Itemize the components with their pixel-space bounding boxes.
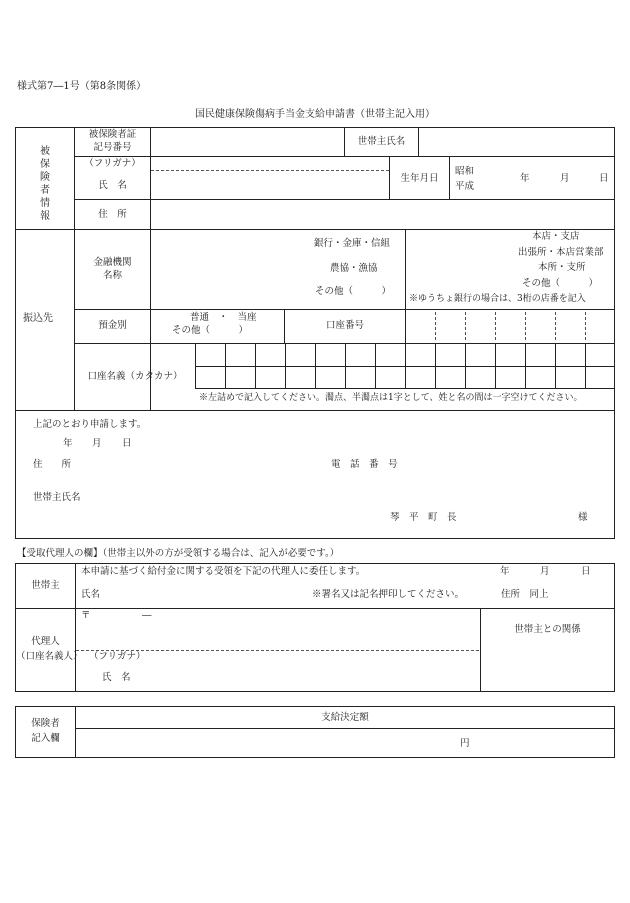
householder-name-label: 世帯主氏名 — [357, 136, 406, 147]
application-day-label: 日 — [122, 438, 132, 449]
birth-month-label: 月 — [560, 173, 570, 184]
form-number: 様式第7―1号（第8条関係） — [17, 81, 147, 92]
insured-address-label: 住 所 — [98, 209, 127, 220]
insured-id-label-2: 記号番号 — [93, 142, 132, 153]
insured-name-label: 氏 名 — [98, 180, 127, 191]
application-address-label: 住 所 — [33, 459, 72, 470]
proxy-label-2: （口座名義人） — [16, 651, 83, 662]
yen-unit: 円 — [460, 738, 470, 749]
seal-note: ※署名又は記名押印してください。 — [312, 589, 465, 600]
insured-address-field[interactable] — [152, 201, 612, 228]
application-statement: 上記のとおり申請します。 — [33, 419, 147, 430]
insured-id-field[interactable] — [152, 129, 342, 155]
delegation-year-label: 年 — [500, 566, 510, 577]
amount-field[interactable] — [80, 731, 455, 755]
delegation-day-label: 日 — [581, 566, 591, 577]
insured-id-label-1: 被保険者証 — [88, 129, 137, 140]
address-same-label: 住所 同上 — [501, 589, 549, 600]
postal-dash: ― — [142, 610, 152, 621]
delegator-name-field[interactable] — [105, 584, 305, 604]
account-number-label: 口座番号 — [325, 320, 364, 331]
era-heisei-option[interactable]: 平成 — [455, 181, 475, 192]
application-address-field[interactable] — [90, 455, 320, 471]
proxy-name-field[interactable] — [145, 665, 475, 689]
application-householder-label: 世帯主氏名 — [33, 492, 81, 503]
institution-label-2: 名称 — [102, 270, 122, 281]
account-holder-label: 口座名義（カタカナ） — [87, 371, 183, 382]
branch-type-4[interactable]: その他（ ） — [522, 278, 599, 289]
branch-type-2[interactable]: 出張所・本店営業部 — [518, 247, 604, 258]
addressee-honorific: 様 — [578, 512, 588, 523]
proxy-furigana-label: （フリガナ） — [89, 651, 146, 662]
era-showa-option[interactable]: 昭和 — [455, 166, 475, 177]
fill-instruction-note: ※左詰めで記入してください。濁点、半濁点は1字として、姓と名の間は一字空けてください。 — [199, 393, 583, 403]
account-holder-kana-grid[interactable] — [197, 345, 613, 387]
addressee-name: 琴 平 町 長 — [390, 512, 457, 523]
proxy-address-field[interactable] — [78, 610, 478, 648]
insurer-label-2: 記入欄 — [31, 733, 60, 744]
application-phone-field[interactable] — [410, 455, 600, 471]
bank-types-1[interactable]: 銀行・金庫・信組 — [314, 238, 391, 249]
application-phone-label: 電 話 番 号 — [331, 459, 398, 470]
deposit-types-2[interactable]: その他（ ） — [172, 325, 249, 336]
insured-name-field[interactable] — [152, 172, 388, 198]
application-month-label: 月 — [92, 438, 102, 449]
birth-day-label: 日 — [599, 173, 609, 184]
householder-name-field[interactable] — [420, 129, 612, 155]
insured-section-heading: 被保険者情報 — [40, 146, 50, 222]
relation-label: 世帯主との関係 — [514, 624, 581, 635]
birthdate-label: 生年月日 — [400, 173, 439, 184]
application-householder-field[interactable] — [90, 488, 320, 504]
insured-furigana-field[interactable] — [152, 158, 388, 169]
postal-mark: 〒 — [81, 610, 91, 621]
proxy-label-1: 代理人 — [31, 636, 60, 647]
branch-type-1[interactable]: 本店・支店 — [532, 231, 580, 242]
application-year-label: 年 — [63, 438, 73, 449]
bank-types-3[interactable]: その他（ ） — [315, 286, 392, 297]
deposit-type-label: 預金別 — [98, 320, 127, 331]
insurer-label-1: 保険者 — [31, 718, 60, 729]
institution-label-1: 金融機関 — [93, 257, 132, 268]
bank-section-heading: 振込先 — [23, 313, 53, 324]
delegator-name-label: 氏名 — [81, 589, 101, 600]
branch-type-3[interactable]: 本所・支所 — [538, 262, 586, 273]
amount-label: 支給決定額 — [321, 712, 369, 723]
relation-field[interactable] — [483, 652, 612, 689]
delegation-text: 本申請に基づく給付金に関する受領を下記の代理人に委任します。 — [81, 566, 366, 577]
institution-name-field[interactable] — [152, 231, 312, 307]
form-title: 国民健康保険傷病手当金支給申請書（世帯主記入用） — [195, 109, 435, 120]
deposit-types-1[interactable]: 普通 ・ 当座 — [190, 312, 257, 323]
account-number-field[interactable] — [408, 311, 613, 342]
branch-name-field[interactable] — [408, 231, 516, 291]
yucho-note: ※ゆうちょ銀行の場合は、3桁の店番を記入 — [409, 294, 586, 304]
proxy-name-label: 氏 名 — [102, 672, 131, 683]
proxy-householder-label: 世帯主 — [31, 580, 60, 591]
delegation-month-label: 月 — [540, 566, 550, 577]
insured-furigana-label: （フリガナ） — [84, 158, 141, 169]
birth-year-label: 年 — [520, 173, 530, 184]
proxy-section-heading: 【受取代理人の欄】（世帯主以外の方が受領する場合は、記入が必要です。） — [17, 548, 340, 559]
bank-types-2[interactable]: 農協・漁協 — [330, 263, 378, 274]
